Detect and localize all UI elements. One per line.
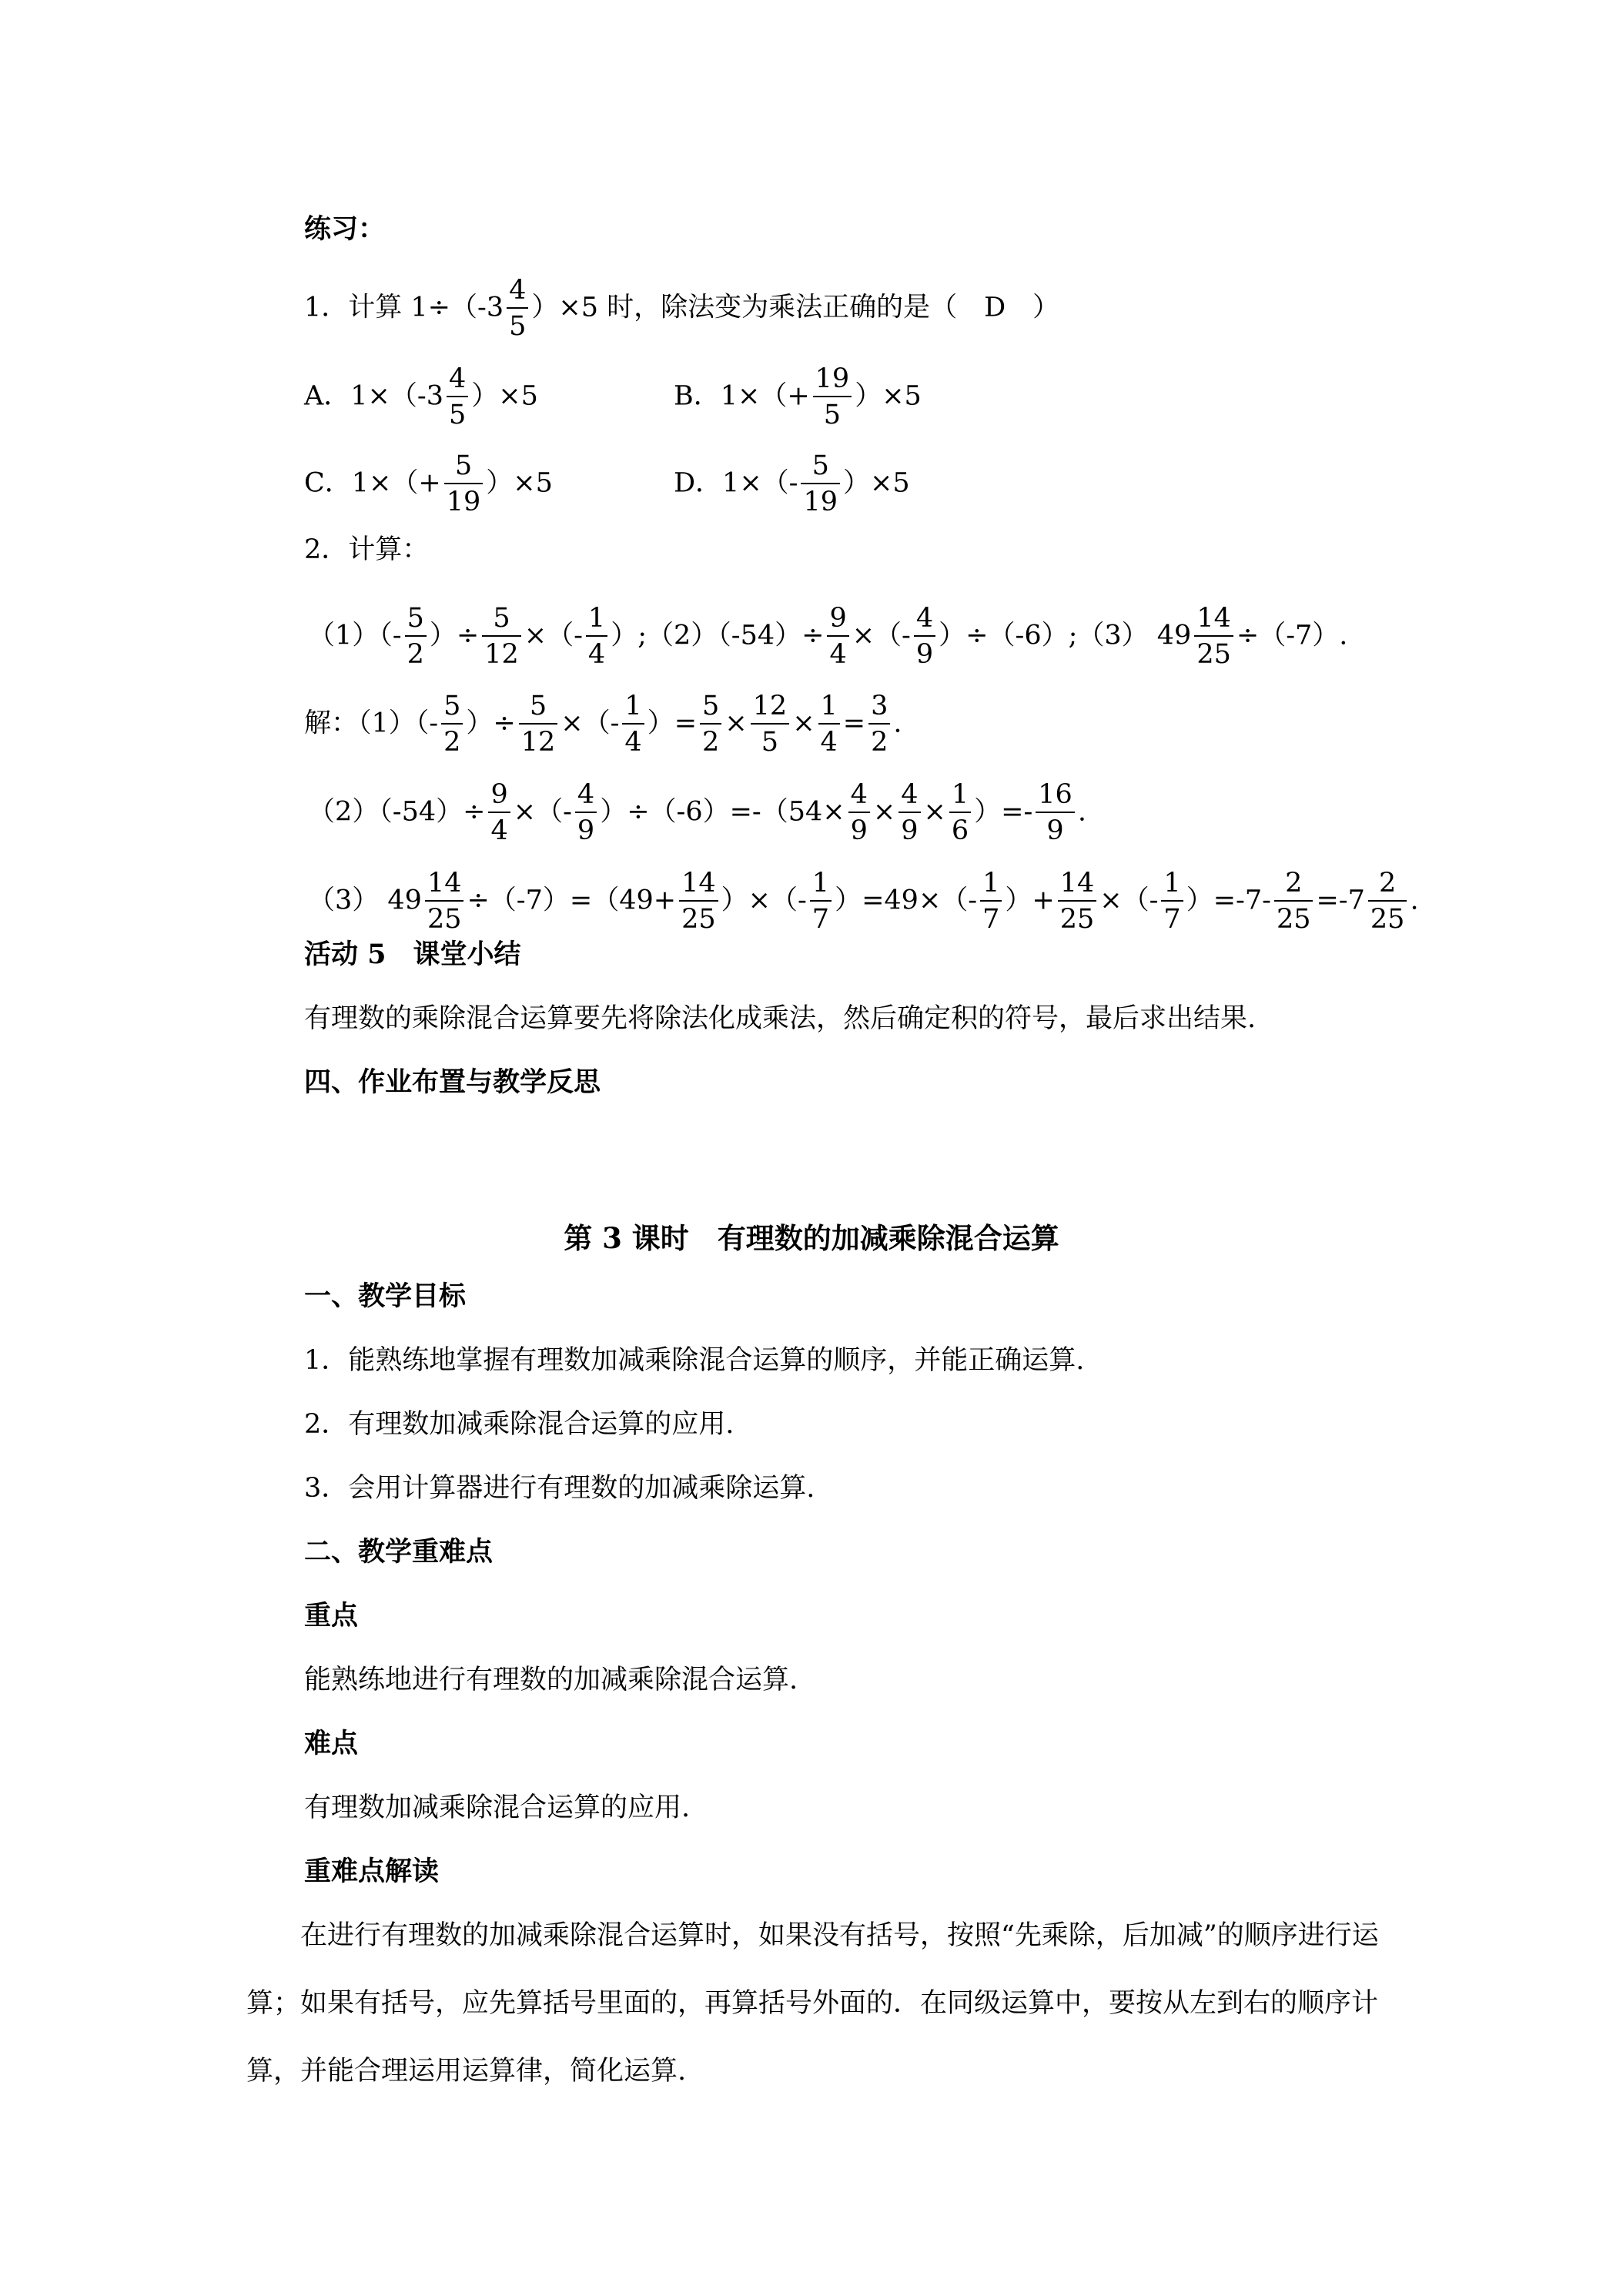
solution-2: （2）（-54）÷ $\frac{9}{4}$ ×（- $\frac{4}{9}$ ）÷（-6）=-（54× $\frac{4}{9}$ × $\frac{4}{9}$ × $\frac{1}{6}$ ）=- $\frac{16}{9}$ . [308, 779, 1086, 846]
fraction: $\frac{1}{4}$ [622, 693, 644, 756]
activity-5-heading: 活动 5 课堂小结 [304, 939, 521, 970]
fraction: $\frac{4}{9}$ [899, 782, 920, 845]
fraction: $\frac{1}{7}$ [980, 870, 1002, 933]
practice-heading: 练习： [304, 213, 386, 245]
fraction: $\frac{9}{4}$ [827, 605, 848, 668]
fraction: $\frac{14}{25}$ [679, 870, 718, 933]
difficult-point-text: 有理数加减乘除混合运算的应用. [304, 1792, 691, 1823]
fraction: $\frac{3}{2}$ [868, 693, 890, 756]
q1-suffix: ）×5 时，除法变为乘法正确的是（ D ） [531, 292, 1060, 323]
option-c-fraction: $\frac{5}{19}$ [444, 453, 484, 516]
solution-3: （3） 49 $\frac{14}{25}$ ÷（-7）=（49+ $\frac{14}{25}$ ）×（- $\frac{1}{7}$ ）=49×（- $\frac{1}{7}$ ）+ $\frac{14}{25}$ ×（- $\frac{1}{7}$ ）=-7- $\frac{2}{25}$ =-7 $\frac{2}{25}$ . [308, 868, 1419, 935]
key-difficult-heading: 二、教学重难点 [304, 1536, 494, 1568]
key-point-text: 能熟练地进行有理数的加减乘除混合运算. [304, 1665, 798, 1695]
option-c: C．1×（+ $\frac{5}{19}$ ）×5 [304, 450, 553, 517]
option-a-fraction: $\frac{4}{5}$ [447, 366, 468, 429]
lesson-3-title: 第 3 课时 有理数的加减乘除混合运算 [564, 1221, 1059, 1255]
goal-item: 3．会用计算器进行有理数的加减乘除运算. [304, 1473, 815, 1504]
question-2-heading: 2．计算： [304, 534, 430, 565]
difficult-point-label: 难点 [304, 1728, 359, 1759]
fraction: $\frac{1}{6}$ [949, 782, 971, 845]
key-point-label: 重点 [304, 1600, 359, 1632]
activity-5-summary: 有理数的乘除混合运算要先将除法化成乘法，然后确定积的符号，最后求出结果. [304, 1003, 1257, 1034]
fraction: $\frac{2}{25}$ [1368, 870, 1407, 933]
option-a: A．1×（-3 $\frac{4}{5}$ ）×5 [304, 363, 538, 430]
fraction: $\frac{5}{2}$ [405, 605, 427, 668]
fraction: $\frac{14}{25}$ [1058, 870, 1097, 933]
option-b-fraction: $\frac{19}{5}$ [813, 366, 852, 429]
fraction: $\frac{4}{9}$ [575, 782, 597, 845]
fraction: $\frac{5}{12}$ [519, 693, 558, 756]
fraction: $\frac{1}{7}$ [810, 870, 832, 933]
fraction: $\frac{12}{5}$ [751, 693, 790, 756]
goal-item: 1．能熟练地掌握有理数加减乘除混合运算的顺序，并能正确运算. [304, 1345, 1085, 1376]
interpretation-label: 重难点解读 [304, 1856, 440, 1887]
q1-prefix: 1．计算 1÷（-3 [304, 292, 504, 323]
fraction: $\frac{4}{9}$ [848, 782, 870, 845]
fraction: $\frac{5}{2}$ [700, 693, 721, 756]
question-1 [304, 277, 1059, 340]
option-b: B．1×（+ $\frac{19}{5}$ ）×5 [674, 363, 922, 430]
q1-fraction: $\frac{4}{5}$ [507, 277, 528, 340]
section-4-heading: 四、作业布置与教学反思 [304, 1066, 601, 1098]
fraction: $\frac{1}{4}$ [818, 693, 840, 756]
fraction: $\frac{9}{4}$ [488, 782, 510, 845]
fraction: $\frac{1}{7}$ [1161, 870, 1183, 933]
question-2-problems: （1）（- $\frac{5}{2}$ ）÷ $\frac{5}{12}$ ×（- $\frac{1}{4}$ ）;（2）（-54）÷ $\frac{9}{4}$ ×（- $\frac{4}{9}$ ）÷（-6）;（3） 49 $\frac{14}{25}$ ÷（-7）. [308, 603, 1348, 670]
fraction: $\frac{4}{9}$ [914, 605, 935, 668]
fraction: $\frac{5}{2}$ [441, 693, 463, 756]
fraction: $\frac{5}{12}$ [482, 605, 521, 668]
fraction: $\frac{2}{25}$ [1274, 870, 1313, 933]
fraction: $\frac{16}{9}$ [1036, 782, 1075, 845]
fraction: $\frac{14}{25}$ [1194, 605, 1233, 668]
interpretation-paragraph: 在进行有理数的加减乘除混合运算时，如果没有括号，按照“先乘除，后加减”的顺序进行运算；如果有括号，应先算括号里面的，再算括号外面的．在同级运算中，要按从左到右的顺序计算，并能合理运用运算律，简化运算. [246, 1920, 1379, 2087]
solution-1: 解：（1）（- $\frac{5}{2}$ ）÷ $\frac{5}{12}$ ×（- $\frac{1}{4}$ ）= $\frac{5}{2}$ × $\frac{12}{5}$ × $\frac{1}{4}$ = $\frac{3}{2}$ . [304, 691, 902, 758]
goal-item: 2．有理数加减乘除混合运算的应用. [304, 1409, 735, 1440]
goals-heading: 一、教学目标 [304, 1280, 467, 1312]
fraction: $\frac{1}{4}$ [586, 605, 607, 668]
option-d-fraction: $\frac{5}{19}$ [801, 453, 840, 516]
option-d: D．1×（- $\frac{5}{19}$ ）×5 [674, 450, 910, 517]
fraction: $\frac{14}{25}$ [425, 870, 464, 933]
